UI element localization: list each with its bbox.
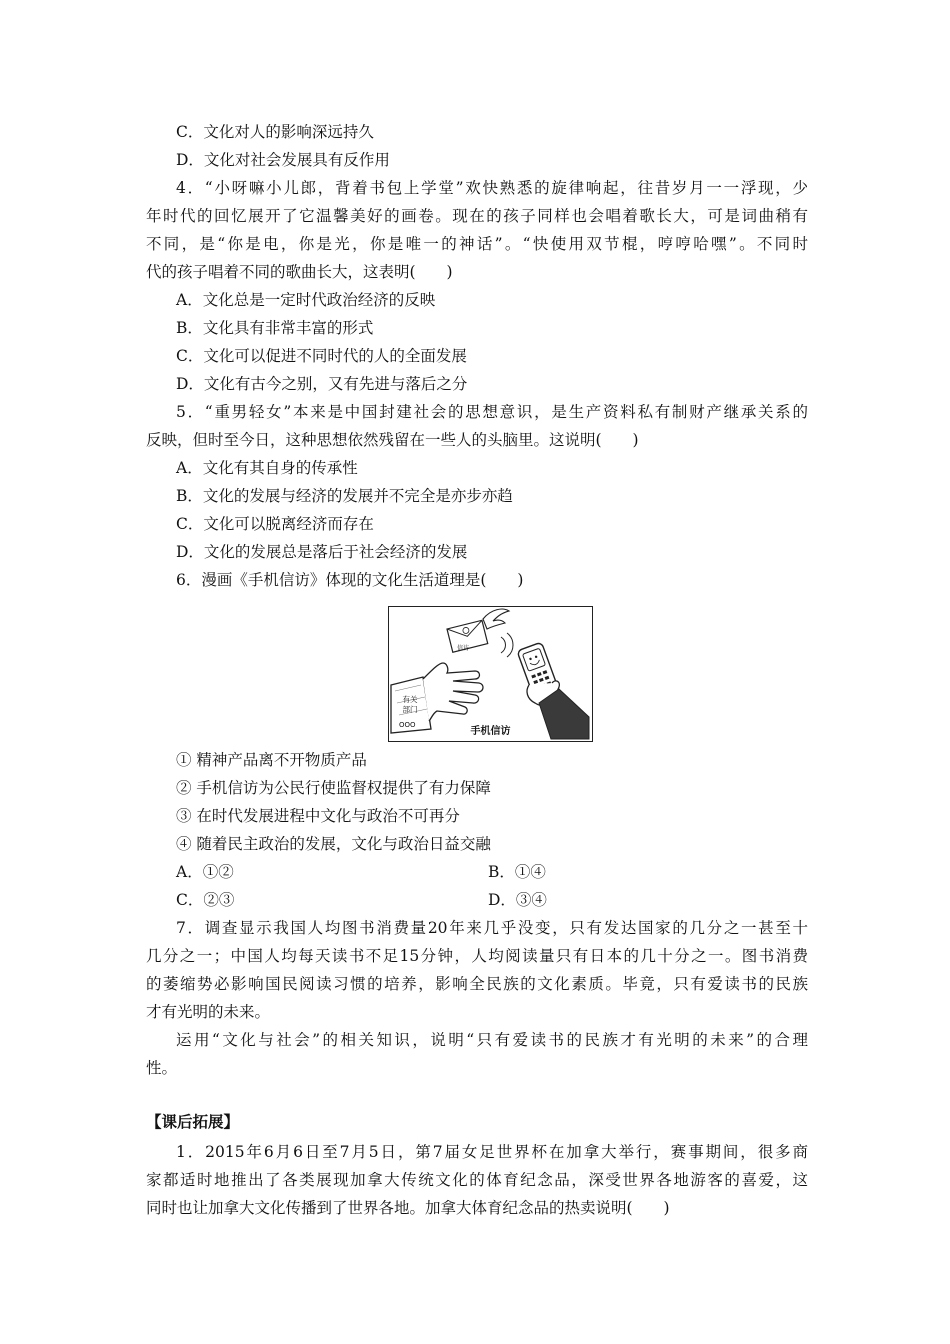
cuff-label-line-2: 部门: [402, 705, 418, 714]
q6-statement-3: ③ 在时代发展进程中文化与政治不可再分: [176, 807, 460, 825]
q3-option-c: C．文化对人的影响深远持久: [176, 123, 374, 141]
q7-stem-line-3: 的萎缩势必影响国民阅读习惯的培养，影响全民族的文化素质。毕竟，只有爱读书的民族: [146, 975, 808, 993]
cuff-label: [398, 695, 422, 715]
q5-option-d: D．文化的发展总是落后于社会经济的发展: [176, 543, 468, 561]
q5-option-a: A．文化有其自身的传承性: [176, 459, 358, 477]
q7-stem-line-2: 几分之一；中国人均每天读书不足15分钟，人均阅读量只有日本的几十分之一。图书消费: [146, 947, 808, 965]
q7-task-line-2: 性。: [146, 1059, 178, 1077]
cartoon-mobile-petition: [388, 606, 593, 742]
q4-stem-line-1: 4．“小呀嘛小儿郎，背着书包上学堂”欢快熟悉的旋律响起，往昔岁月一一浮现，少: [176, 179, 808, 197]
q7-stem-line-4: 才有光明的未来。: [146, 1003, 271, 1021]
q4-stem-line-4: 代的孩子唱着不同的歌曲长大，这表明( ): [146, 263, 453, 281]
cartoon-drawing: [389, 607, 591, 740]
q5-option-c: C．文化可以脱离经济而存在: [176, 515, 374, 533]
q5-stem-line-1: 5．“重男轻女”本来是中国封建社会的思想意识，是生产资料私有制财产继承关系的: [176, 403, 808, 421]
ext-q1-line-1: 1．2015年6月6日至7月5日，第7届女足世界杯在加拿大举行，赛事期间，很多商: [176, 1143, 808, 1161]
figure-caption: 手机信访: [470, 726, 511, 737]
q3-option-d: D．文化对社会发展具有反作用: [176, 151, 390, 169]
envelope-label: 信访: [457, 645, 470, 652]
q6-option-c: C．②③: [176, 891, 235, 909]
q7-task-line-1: 运用“文化与社会”的相关知识，说明“只有爱读书的民族才有光明的未来”的合理: [176, 1031, 808, 1049]
q5-option-b: B．文化的发展与经济的发展并不完全是亦步亦趋: [176, 487, 513, 505]
section-heading-extension: 【课后拓展】: [146, 1112, 240, 1131]
q4-stem-line-3: 不同，是“你是电，你是光，你是唯一的神话”。“快使用双节棍，哼哼哈嘿”。不同时: [146, 235, 808, 253]
cuff-label-line-1: 有关: [402, 695, 418, 704]
q6-option-b: B．①④: [488, 863, 546, 881]
q4-option-c: C．文化可以促进不同时代的人的全面发展: [176, 347, 467, 365]
q6-statement-4: ④ 随着民主政治的发展，文化与政治日益交融: [176, 835, 491, 853]
q6-option-d: D．③④: [488, 891, 547, 909]
q4-option-b: B．文化具有非常丰富的形式: [176, 319, 374, 337]
ext-q1-line-3: 同时也让加拿大文化传播到了世界各地。加拿大体育纪念品的热卖说明( ): [146, 1199, 670, 1217]
q6-statement-2: ② 手机信访为公民行使监督权提供了有力保障: [176, 779, 491, 797]
q6-stem: 6．漫画《手机信访》体现的文化生活道理是( ): [176, 571, 524, 589]
q7-stem-line-1: 7．调查显示我国人均图书消费量20年来几乎没变，只有发达国家的几分之一甚至十: [176, 919, 808, 937]
q5-stem-line-2: 反映，但时至今日，这种思想依然残留在一些人的头脑里。这说明( ): [146, 431, 639, 449]
ext-q1-line-2: 家都适时地推出了各类展现加拿大传统文化的体育纪念品，深受世界各地游客的喜爱，这: [146, 1171, 808, 1189]
q6-option-a: A．①②: [176, 863, 234, 881]
q4-stem-line-2: 年时代的回忆展开了它温馨美好的画卷。现在的孩子同样也会唱着歌长大，可是词曲稍有: [146, 207, 808, 225]
q4-option-d: D．文化有古今之别，又有先进与落后之分: [176, 375, 468, 393]
q4-option-a: A．文化总是一定时代政治经济的反映: [176, 291, 436, 309]
cuff-dots: OOO: [399, 721, 416, 729]
q6-statement-1: ① 精神产品离不开物质产品: [176, 751, 367, 769]
